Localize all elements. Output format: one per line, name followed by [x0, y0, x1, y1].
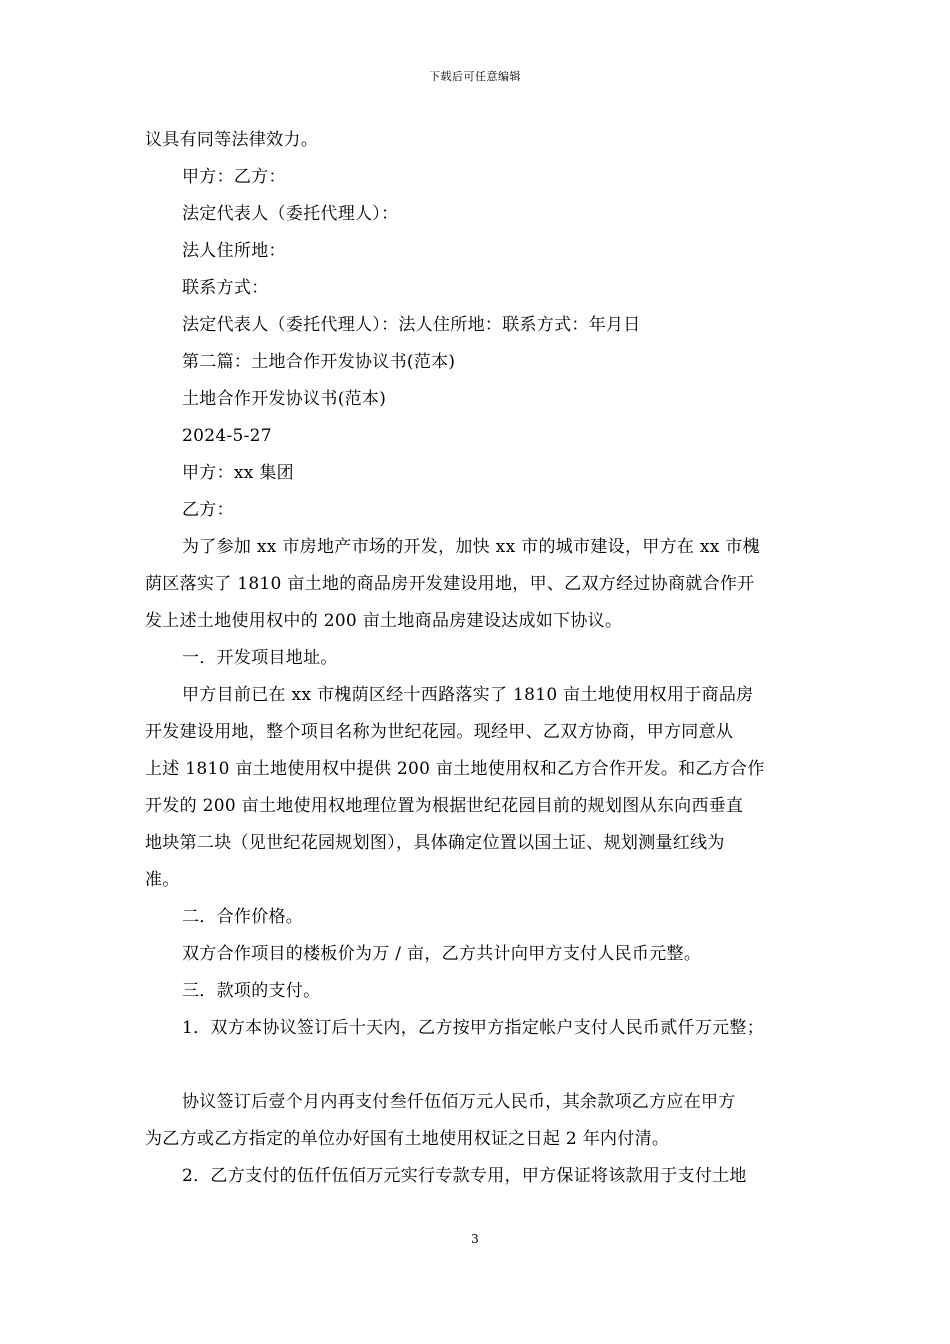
- text-line: 二．合作价格。: [182, 907, 304, 927]
- text-line: 法定代表人（委托代理人）：法人住所地：联系方式：年月日: [182, 315, 641, 335]
- text-line: 上述 1810 亩土地使用权中提供 200 亩土地使用权和乙方合作开发。和乙方合作: [145, 759, 765, 779]
- page-header: 下载后可任意编辑: [429, 70, 521, 83]
- text-line: 协议签订后壹个月内再支付叁仟伍佰万元人民币，其余款项乙方应在甲方: [182, 1092, 736, 1112]
- text-line: 地块第二块（见世纪花园规划图），具体确定位置以国土证、规划测量红线为: [145, 833, 725, 853]
- text-line: 乙方：: [182, 500, 234, 520]
- text-line: 为乙方或乙方指定的单位办好国有土地使用权证之日起 2 年内付清。: [145, 1129, 670, 1149]
- text-line: 甲方：xx 集团: [182, 463, 294, 483]
- text-line: 准。: [145, 870, 180, 890]
- text-line: 法人住所地：: [182, 241, 286, 261]
- text-line: 甲方：乙方：: [182, 167, 286, 187]
- text-line: 荫区落实了 1810 亩土地的商品房开发建设用地，甲、乙双方经过协商就合作开: [145, 574, 755, 594]
- text-line: 开发的 200 亩土地使用权地理位置为根据世纪花园目前的规划图从东向西垂直: [145, 796, 744, 816]
- text-line: 甲方目前已在 xx 市槐荫区经十西路落实了 1810 亩土地使用权用于商品房: [182, 685, 754, 705]
- page-number: 3: [471, 1232, 479, 1246]
- text-line: 开发建设用地，整个项目名称为世纪花园。现经甲、乙双方协商，甲方同意从: [145, 722, 734, 742]
- text-line: 2．乙方支付的伍仟伍佰万元实行专款专用，甲方保证将该款用于支付土地: [182, 1166, 747, 1186]
- text-line: 土地合作开发协议书(范本): [182, 389, 387, 409]
- text-line: 一．开发项目地址。: [182, 648, 338, 668]
- text-line: 发上述土地使用权中的 200 亩土地商品房建设达成如下协议。: [145, 611, 623, 631]
- text-line: 议具有同等法律效力。: [145, 130, 318, 150]
- text-line: 法定代表人（委托代理人）：: [182, 204, 399, 224]
- text-line: 为了参加 xx 市房地产市场的开发，加快 xx 市的城市建设，甲方在 xx 市槐: [182, 537, 760, 557]
- text-line: 双方合作项目的楼板价为万 / 亩，乙方共计向甲方支付人民币元整。: [182, 944, 702, 964]
- blank-line: [145, 1047, 813, 1084]
- text-line: 三．款项的支付。: [182, 981, 321, 1001]
- text-line: 联系方式：: [182, 278, 269, 298]
- document-body: [145, 122, 813, 1195]
- text-line: 1．双方本协议签订后十天内，乙方按甲方指定帐户支付人民币贰仟万元整；: [182, 1018, 765, 1038]
- text-line: 2024-5-27: [182, 426, 272, 446]
- text-line: 第二篇：土地合作开发协议书(范本): [182, 352, 456, 372]
